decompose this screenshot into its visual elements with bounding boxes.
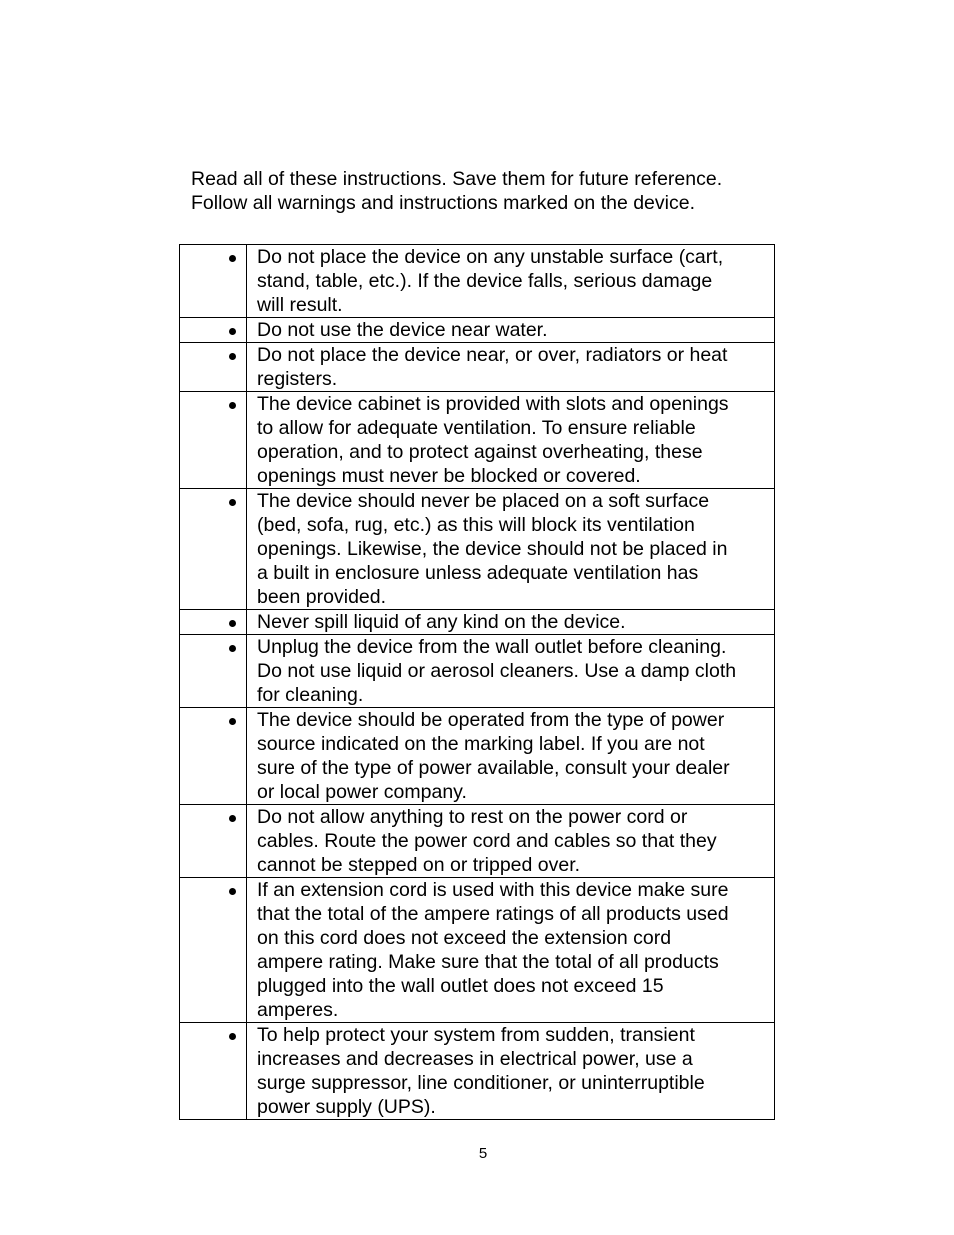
bullet-icon: [229, 402, 236, 409]
instruction-text: Do not allow anything to rest on the power cord or cables. Route the power cord and cables so that they cannot be stepped on or tripped over.: [247, 805, 775, 878]
bullet-icon: [229, 888, 236, 895]
intro-text: [191, 167, 791, 215]
table-row: [180, 318, 775, 343]
intro-line-1: Read all of these instructions. Save them for future reference.: [191, 168, 723, 190]
bullet-icon: [229, 645, 236, 652]
table-row: [180, 343, 775, 392]
instruction-text: The device cabinet is provided with slots and openings to allow for adequate ventilation. To ensure reliable operation, and to protect against overheating, these openings must never be blocked or covered.: [247, 392, 775, 489]
table-row: [180, 245, 775, 318]
bullet-icon: [229, 815, 236, 822]
table-row: [180, 878, 775, 1023]
bullet-icon: [229, 353, 236, 360]
bullet-icon: [229, 499, 236, 506]
table-row: [180, 635, 775, 708]
instruction-text: The device should be operated from the type of power source indicated on the marking label. If you are not sure of the type of power available, consult your dealer or local power company.: [247, 708, 775, 805]
instruction-text: Do not place the device on any unstable surface (cart, stand, table, etc.). If the device falls, serious damage will result.: [247, 245, 775, 318]
instruction-text: To help protect your system from sudden, transient increases and decreases in electrical power, use a surge suppressor, line conditioner, or uninterruptible power supply (UPS).: [247, 1023, 775, 1120]
safety-instructions-table: [179, 244, 775, 1120]
bullet-icon: [229, 328, 236, 335]
table-row: [180, 392, 775, 489]
instruction-text: Do not place the device near, or over, radiators or heat registers.: [247, 343, 775, 392]
table-row: [180, 610, 775, 635]
table-row: [180, 1023, 775, 1120]
page-number: 5: [478, 1145, 488, 1162]
instruction-text: Do not use the device near water.: [247, 318, 775, 343]
table-row: [180, 489, 775, 610]
instruction-text: The device should never be placed on a soft surface (bed, sofa, rug, etc.) as this will block its ventilation openings. Likewise, the device should not be placed in a built in enclosure unless adequate ventilation has been provided.: [247, 489, 775, 610]
bullet-icon: [229, 1033, 236, 1040]
bullet-icon: [229, 620, 236, 627]
bullet-icon: [229, 255, 236, 262]
bullet-icon: [229, 718, 236, 725]
table-row: [180, 805, 775, 878]
instruction-text: Never spill liquid of any kind on the device.: [247, 610, 775, 635]
intro-line-2: Follow all warnings and instructions marked on the device.: [191, 192, 696, 214]
instruction-text: If an extension cord is used with this device make sure that the total of the ampere ratings of all products used on this cord does not exceed the extension cord ampere rating. Make sure that the total of all products plugged into the wall outlet does not exceed 15 amperes.: [247, 878, 775, 1023]
instruction-text: Unplug the device from the wall outlet before cleaning. Do not use liquid or aerosol cleaners. Use a damp cloth for cleaning.: [247, 635, 775, 708]
table-row: [180, 708, 775, 805]
